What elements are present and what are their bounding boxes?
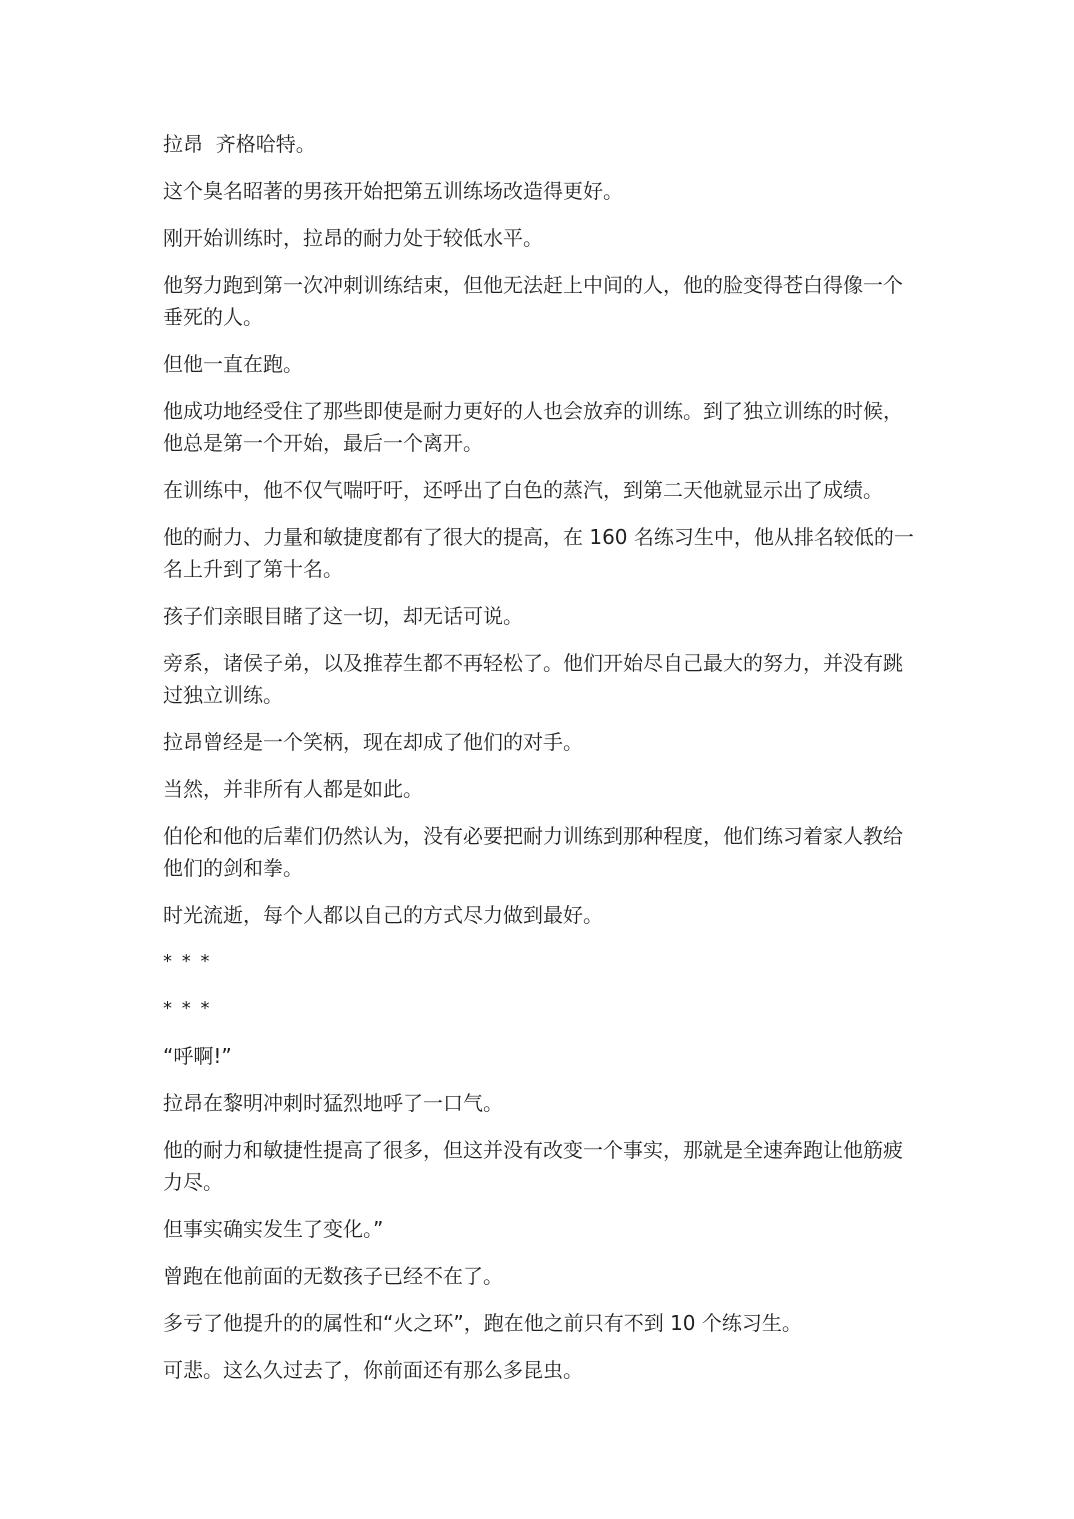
paragraph: 当然，并非所有人都是如此。	[163, 777, 423, 801]
paragraph: 旁系，诸侯子弟，以及推荐生都不再轻松了。他们开始尽自己最大的努力，并没有跳过独立训练。	[163, 651, 903, 707]
paragraph: 时光流逝，每个人都以自己的方式尽力做到最好。	[163, 903, 603, 927]
paragraph: 曾跑在他前面的无数孩子已经不在了。	[163, 1264, 503, 1288]
scene-separator: * * *	[163, 998, 212, 1019]
paragraph: 他的耐力、力量和敏捷度都有了很大的提高，在 160 名练习生中，他从排名较低的一名上升到了第十名。	[163, 525, 914, 581]
paragraph: 孩子们亲眼目睹了这一切，却无话可说。	[163, 604, 523, 628]
paragraph: “呼啊!”	[163, 1044, 232, 1068]
paragraph: 伯伦和他的后辈们仍然认为，没有必要把耐力训练到那种程度，他们练习着家人教给他们的剑和拳。	[163, 824, 903, 880]
paragraph: 他努力跑到第一次冲刺训练结束，但他无法赶上中间的人，他的脸变得苍白得像一个垂死的人。	[163, 273, 903, 329]
document-body	[163, 128, 915, 1401]
paragraph: 在训练中，他不仅气喘吁吁，还呼出了白色的蒸汽，到第二天他就显示出了成绩。	[163, 478, 883, 502]
paragraph: 但事实确实发生了变化。”	[163, 1217, 384, 1241]
paragraph: 拉昂曾经是一个笑柄，现在却成了他们的对手。	[163, 730, 583, 754]
paragraph: 但他一直在跑。	[163, 352, 303, 376]
scene-separator: * * *	[163, 951, 212, 972]
paragraph: 拉昂 齐格哈特。	[163, 132, 316, 156]
paragraph: 这个臭名昭著的男孩开始把第五训练场改造得更好。	[163, 179, 623, 203]
paragraph: 他成功地经受住了那些即使是耐力更好的人也会放弃的训练。到了独立训练的时候，他总是第一个开始，最后一个离开。	[163, 399, 903, 455]
paragraph: 拉昂在黎明冲刺时猛烈地呼了一口气。	[163, 1091, 503, 1115]
paragraph: 多亏了他提升的的属性和“火之环”，跑在他之前只有不到 10 个练习生。	[163, 1311, 802, 1335]
paragraph: 他的耐力和敏捷性提高了很多，但这并没有改变一个事实，那就是全速奔跑让他筋疲力尽。	[163, 1138, 903, 1194]
paragraph: 刚开始训练时，拉昂的耐力处于较低水平。	[163, 226, 543, 250]
paragraph: 可悲。这么久过去了，你前面还有那么多昆虫。	[163, 1358, 583, 1382]
